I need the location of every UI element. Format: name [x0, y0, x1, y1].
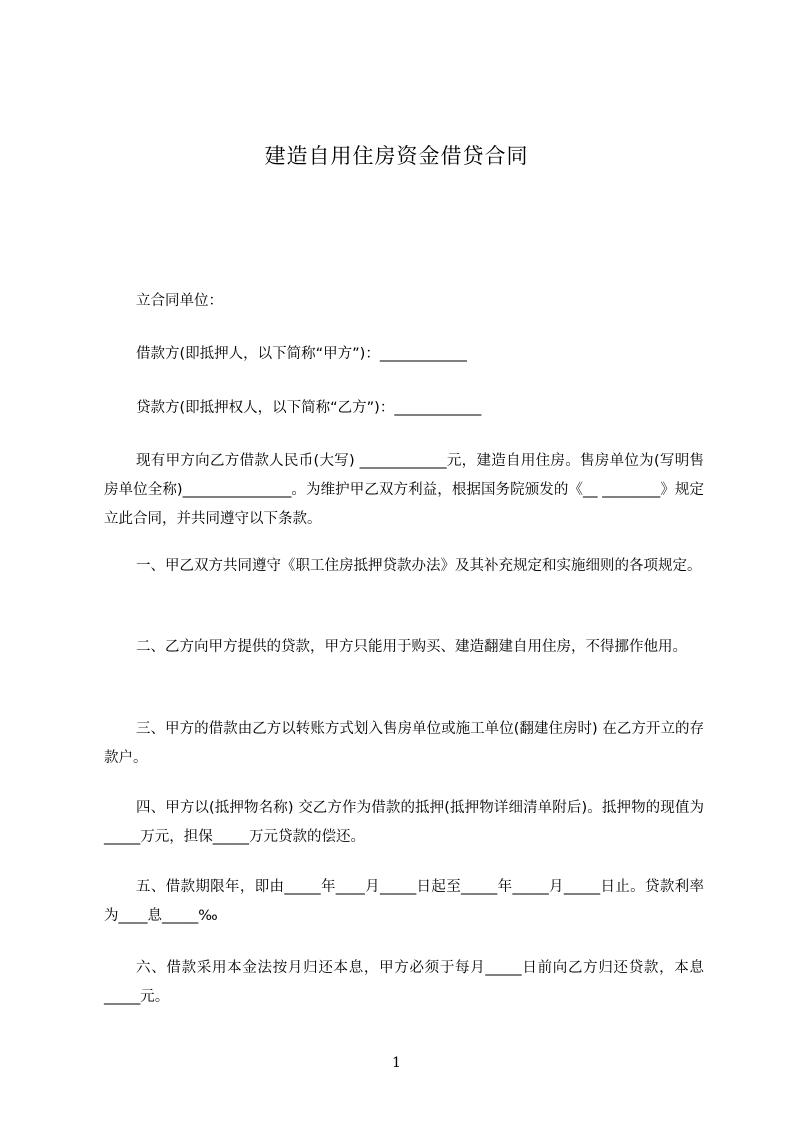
document-title: 建造自用住房资金借贷合同 [264, 144, 529, 168]
borrower-line: 借款方(即抵押人，以下简称“甲方”)：____________ [136, 346, 467, 362]
clause-6: 六、借款采用本金法按月归还本息，甲方必须于每月_____日前向乙方归还贷款，本息_____元。 [104, 960, 704, 1005]
clause-3: 三、甲方的借款由乙方以转账方式划入售房单位或施工单位(翻建住房时) 在乙方开立的存款户。 [104, 721, 704, 766]
clause-5: 五、借款期限年，即由_____年____月_____日起至_____年_____月_____日止。贷款利率为____息_____‰ [104, 879, 704, 924]
intro-paragraph: 现有甲方向乙方借款人民币(大写) ____________元，建造自用住房。售房单位为(写明售房单位全称)_______________。为维护甲乙双方利益，根据国务院颁发的《__ ________》规定立此合同，并共同遵守以下条款。 [104, 453, 704, 527]
clause-1: 一、甲乙双方共同遵守《职工住房抵押贷款办法》及其补充规定和实施细则的各项规定。 [136, 558, 702, 574]
parties-header: 立合同单位： [136, 293, 223, 309]
clause-2: 二、乙方向甲方提供的贷款，甲方只能用于购买、建造翻建自用住房，不得挪作他用。 [136, 639, 687, 655]
page-number: 1 [392, 1055, 401, 1071]
clause-4: 四、甲方以(抵押物名称) 交乙方作为借款的抵押(抵押物详细清单附后)。抵押物的现值为_____万元，担保_____万元贷款的偿还。 [104, 800, 704, 845]
lender-line: 贷款方(即抵押权人，以下简称“乙方”)：____________ [136, 400, 482, 416]
